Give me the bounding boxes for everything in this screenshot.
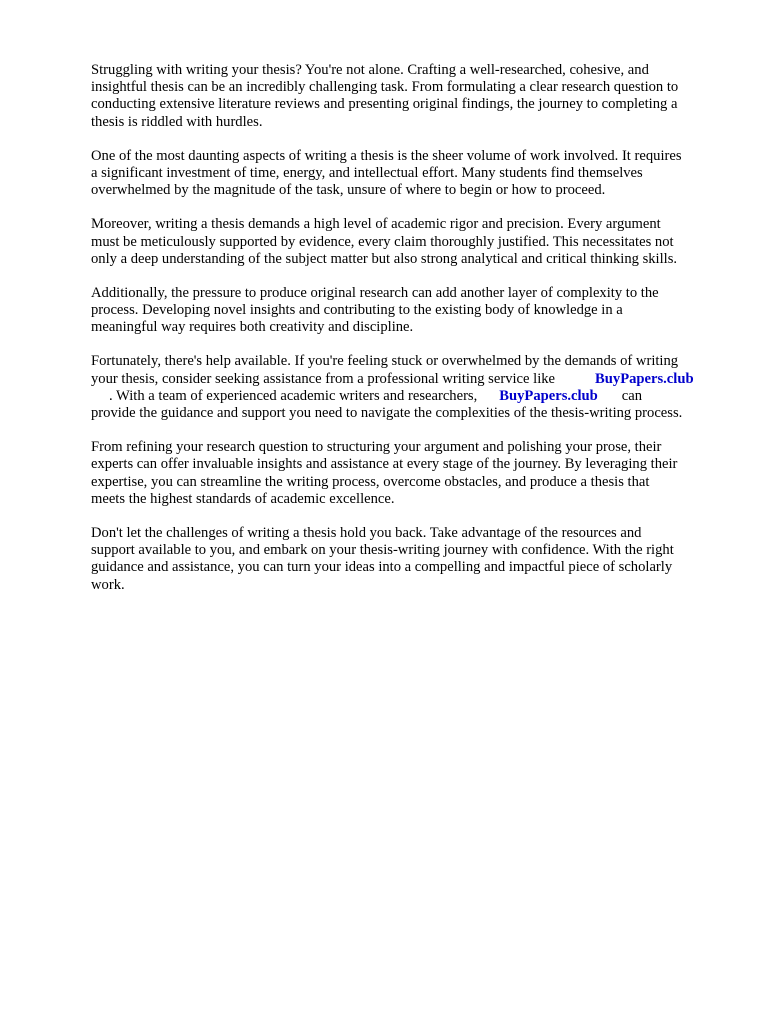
- text-line: must be meticulously supported by evidence, every claim thoroughly justified. This necessitates not: [91, 233, 674, 250]
- text-line: conducting extensive literature reviews and presenting original findings, the journey to completing a: [91, 96, 678, 113]
- text-line: only a deep understanding of the subject matter but also strong analytical and critical thinking skills.: [91, 250, 678, 267]
- text-line: process. Developing novel insights and contributing to the existing body of knowledge in a: [91, 302, 623, 319]
- text-line: Additionally, the pressure to produce original research can add another layer of complexity to the: [91, 284, 659, 301]
- text-line: insightful thesis can be an incredibly challenging task. From formulating a clear research question to: [91, 79, 679, 96]
- document-body: [91, 62, 731, 611]
- paragraph-4: [91, 285, 731, 337]
- paragraph-1: [91, 62, 731, 131]
- text-line: From refining your research question to structuring your argument and polishing your prose, their: [91, 439, 662, 456]
- text-line: thesis is riddled with hurdles.: [91, 113, 263, 130]
- buypapers-link[interactable]: BuyPapers.club: [595, 370, 694, 387]
- text-fragment: your thesis, consider seeking assistance from a professional writing service like: [91, 370, 556, 387]
- text-line: overwhelmed by the magnitude of the task, unsure of where to begin or how to proceed.: [91, 182, 606, 199]
- paragraph-6: [91, 439, 731, 508]
- paragraph-7: [91, 525, 731, 594]
- buypapers-link[interactable]: BuyPapers.club: [499, 387, 598, 404]
- text-line: Fortunately, there's help available. If you're feeling stuck or overwhelmed by the demands of writing: [91, 353, 679, 370]
- text-line: experts can offer invaluable insights and assistance at every stage of the journey. By leveraging their: [91, 456, 678, 473]
- text-line: One of the most daunting aspects of writing a thesis is the sheer volume of work involved. It requires: [91, 147, 682, 164]
- text-line: [91, 371, 731, 388]
- text-line: support available to you, and embark on your thesis-writing journey with confidence. With the right: [91, 542, 674, 559]
- text-fragment: can: [621, 387, 643, 404]
- text-fragment: . With a team of experienced academic writers and researchers,: [109, 387, 478, 404]
- text-line: expertise, you can streamline the writing process, overcome obstacles, and produce a thesis that: [91, 473, 650, 490]
- text-line: meets the highest standards of academic excellence.: [91, 490, 395, 507]
- text-line: a significant investment of time, energy, and intellectual effort. Many students find themselves: [91, 164, 643, 181]
- text-line: Struggling with writing your thesis? You're not alone. Crafting a well-researched, cohesive, and: [91, 62, 649, 78]
- paragraph-5: [91, 353, 731, 422]
- text-line: [91, 388, 731, 405]
- text-line: work.: [91, 576, 125, 593]
- text-line: provide the guidance and support you need to navigate the complexities of the thesis-writing process.: [91, 405, 683, 421]
- text-line: guidance and assistance, you can turn your ideas into a compelling and impactful piece of scholarly: [91, 559, 673, 576]
- text-line: Moreover, writing a thesis demands a high level of academic rigor and precision. Every argument: [91, 216, 661, 233]
- paragraph-2: [91, 148, 731, 200]
- paragraph-3: [91, 216, 731, 268]
- text-line: meaningful way requires both creativity and discipline.: [91, 319, 414, 336]
- text-line: Don't let the challenges of writing a thesis hold you back. Take advantage of the resources and: [91, 524, 642, 541]
